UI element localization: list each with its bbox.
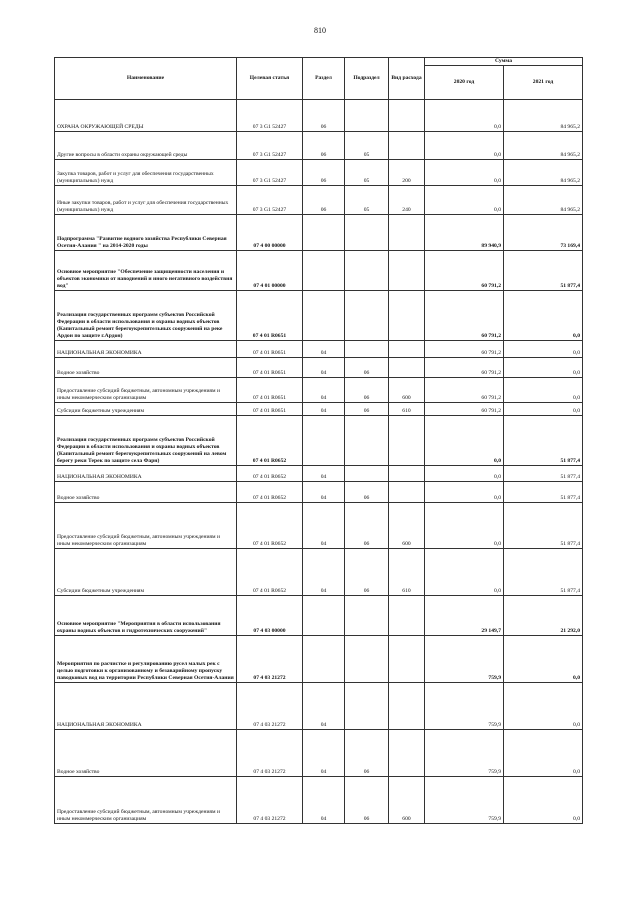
cell-section <box>303 215 345 251</box>
cell-section: 04 <box>303 730 345 777</box>
cell-target: 07 3 G1 52427 <box>237 100 303 132</box>
cell-y2020: 759,9 <box>425 777 504 824</box>
cell-section: 04 <box>303 378 345 403</box>
cell-expense-type <box>389 636 425 683</box>
cell-subsection <box>345 636 389 683</box>
cell-y2021: 51 877,4 <box>504 503 583 549</box>
cell-section <box>303 596 345 636</box>
cell-name: Субсидии бюджетным учреждениям <box>55 549 237 596</box>
header-name: Наименование <box>55 58 237 100</box>
cell-target: 07 4 03 21272 <box>237 636 303 683</box>
cell-name: Основное мероприятие "Обеспечение защищенности населения и объектов экономики от наводнений и иного негативного воздействия вод" <box>55 251 237 291</box>
cell-subsection: 05 <box>345 160 389 186</box>
cell-section: 04 <box>303 358 345 378</box>
cell-target: 07 4 01 R0651 <box>237 403 303 416</box>
cell-y2021: 84 965,2 <box>504 186 583 215</box>
table-row <box>55 160 583 186</box>
cell-y2020: 60 791,2 <box>425 358 504 378</box>
cell-y2020: 759,9 <box>425 636 504 683</box>
table-row <box>55 132 583 160</box>
cell-subsection: 06 <box>345 777 389 824</box>
cell-y2020: 60 791,2 <box>425 378 504 403</box>
cell-name: Водное хозяйство <box>55 358 237 378</box>
cell-section: 04 <box>303 683 345 730</box>
cell-expense-type: 600 <box>389 777 425 824</box>
cell-name: Водное хозяйство <box>55 730 237 777</box>
cell-target: 07 4 00 00000 <box>237 215 303 251</box>
cell-expense-type <box>389 683 425 730</box>
cell-y2020: 89 940,9 <box>425 215 504 251</box>
cell-name: Водное хозяйство <box>55 482 237 503</box>
cell-name: Подпрограмма "Развитие водного хозяйства Республики Северная Осетия-Алания " на 2014-2020 годы <box>55 215 237 251</box>
cell-target: 07 4 01 R0652 <box>237 482 303 503</box>
cell-target: 07 4 01 R0651 <box>237 291 303 341</box>
cell-y2020: 29 149,7 <box>425 596 504 636</box>
cell-target: 07 4 03 00000 <box>237 596 303 636</box>
cell-y2021: 0,0 <box>504 403 583 416</box>
table-row <box>55 341 583 358</box>
cell-subsection: 06 <box>345 482 389 503</box>
cell-name: Закупка товаров, работ и услуг для обеспечения государственных (муниципальных) нужд <box>55 160 237 186</box>
cell-y2020: 60 791,2 <box>425 341 504 358</box>
cell-y2021: 21 292,0 <box>504 596 583 636</box>
cell-target: 07 4 01 R0651 <box>237 341 303 358</box>
cell-expense-type <box>389 416 425 466</box>
cell-target: 07 3 G1 52427 <box>237 186 303 215</box>
cell-expense-type <box>389 358 425 378</box>
table-row <box>55 503 583 549</box>
cell-section: 06 <box>303 132 345 160</box>
cell-subsection <box>345 341 389 358</box>
cell-y2021: 84 965,2 <box>504 132 583 160</box>
table-row <box>55 777 583 824</box>
table-body <box>55 100 583 824</box>
cell-name: Предоставление субсидий бюджетным, автономным учреждениям и иным некоммерческим организациям <box>55 503 237 549</box>
cell-target: 07 3 G1 52427 <box>237 132 303 160</box>
cell-section: 04 <box>303 549 345 596</box>
cell-y2020: 60 791,2 <box>425 251 504 291</box>
cell-target: 07 4 03 21272 <box>237 730 303 777</box>
table-row <box>55 186 583 215</box>
cell-subsection: 06 <box>345 503 389 549</box>
cell-name: Предоставление субсидий бюджетным, автономным учреждениям и иным некоммерческим организациям <box>55 777 237 824</box>
table-row <box>55 291 583 341</box>
header-subsection: Подраздел <box>345 58 389 100</box>
cell-subsection: 06 <box>345 403 389 416</box>
cell-name: Другие вопросы в области охраны окружающей среды <box>55 132 237 160</box>
table-row <box>55 215 583 251</box>
table-row <box>55 358 583 378</box>
cell-target: 07 4 03 21272 <box>237 683 303 730</box>
table-row <box>55 378 583 403</box>
cell-subsection <box>345 100 389 132</box>
cell-section: 06 <box>303 100 345 132</box>
table-row <box>55 683 583 730</box>
cell-expense-type: 610 <box>389 403 425 416</box>
cell-name: Реализация государственных программ субъектов Российской Федерации в области использования и охраны водных объектов (Капитальный ремонт берегоукрепительных сооружений на левом берегу реки Терек по защите села Фарн) <box>55 416 237 466</box>
header-2020: 2020 год <box>425 66 504 100</box>
cell-expense-type <box>389 132 425 160</box>
cell-subsection <box>345 416 389 466</box>
cell-target: 07 4 03 21272 <box>237 777 303 824</box>
cell-y2021: 51 877,4 <box>504 549 583 596</box>
cell-y2021: 0,0 <box>504 341 583 358</box>
cell-name: Предоставление субсидий бюджетным, автономным учреждениям и иным некоммерческим организациям <box>55 378 237 403</box>
cell-expense-type: 600 <box>389 378 425 403</box>
header-sum: Сумма <box>425 58 583 66</box>
cell-subsection: 06 <box>345 378 389 403</box>
table-row <box>55 730 583 777</box>
cell-target: 07 4 01 R0652 <box>237 549 303 596</box>
cell-subsection <box>345 215 389 251</box>
cell-section: 04 <box>303 503 345 549</box>
cell-y2020: 0,0 <box>425 100 504 132</box>
cell-subsection <box>345 466 389 482</box>
cell-subsection: 06 <box>345 358 389 378</box>
cell-name: Иные закупки товаров, работ и услуг для обеспечения государственных (муниципальных) нужд <box>55 186 237 215</box>
cell-section: 04 <box>303 466 345 482</box>
cell-section: 04 <box>303 403 345 416</box>
cell-name: НАЦИОНАЛЬНАЯ ЭКОНОМИКА <box>55 683 237 730</box>
cell-expense-type: 610 <box>389 549 425 596</box>
cell-target: 07 4 01 R0652 <box>237 416 303 466</box>
cell-name: НАЦИОНАЛЬНАЯ ЭКОНОМИКА <box>55 466 237 482</box>
cell-y2021: 84 965,2 <box>504 100 583 132</box>
table-row <box>55 403 583 416</box>
cell-y2021: 0,0 <box>504 683 583 730</box>
cell-target: 07 4 01 00000 <box>237 251 303 291</box>
cell-expense-type <box>389 291 425 341</box>
cell-y2021: 51 877,4 <box>504 251 583 291</box>
cell-expense-type: 240 <box>389 186 425 215</box>
cell-section: 04 <box>303 341 345 358</box>
table-row <box>55 636 583 683</box>
cell-name: ОХРАНА ОКРУЖАЮЩЕЙ СРЕДЫ <box>55 100 237 132</box>
cell-y2021: 84 965,2 <box>504 160 583 186</box>
table-row <box>55 251 583 291</box>
cell-y2020: 759,9 <box>425 683 504 730</box>
cell-y2020: 60 791,2 <box>425 291 504 341</box>
cell-y2021: 0,0 <box>504 636 583 683</box>
cell-section: 06 <box>303 160 345 186</box>
cell-name: Субсидии бюджетным учреждениям <box>55 403 237 416</box>
table-row <box>55 416 583 466</box>
header-expense-type: Вид расхода <box>389 58 425 100</box>
cell-y2021: 51 877,4 <box>504 416 583 466</box>
cell-y2021: 51 877,4 <box>504 466 583 482</box>
cell-y2021: 0,0 <box>504 291 583 341</box>
cell-target: 07 4 01 R0651 <box>237 378 303 403</box>
cell-subsection: 05 <box>345 132 389 160</box>
cell-subsection <box>345 251 389 291</box>
table-row <box>55 100 583 132</box>
cell-target: 07 3 G1 52427 <box>237 160 303 186</box>
cell-subsection: 05 <box>345 186 389 215</box>
cell-expense-type <box>389 341 425 358</box>
cell-section: 06 <box>303 186 345 215</box>
cell-subsection <box>345 291 389 341</box>
cell-y2020: 0,0 <box>425 160 504 186</box>
cell-y2020: 60 791,2 <box>425 403 504 416</box>
cell-name: Мероприятия по расчистке и регулированию русел малых рек с целью подготовки к организованному и безаварийному пропуску паводковых вод на территории Республики Северная Осетия-Алания <box>55 636 237 683</box>
cell-y2020: 0,0 <box>425 186 504 215</box>
cell-y2021: 0,0 <box>504 777 583 824</box>
cell-subsection <box>345 596 389 636</box>
table-row <box>55 482 583 503</box>
cell-name: НАЦИОНАЛЬНАЯ ЭКОНОМИКА <box>55 341 237 358</box>
table-row <box>55 466 583 482</box>
cell-section: 04 <box>303 482 345 503</box>
budget-table <box>54 57 583 824</box>
cell-y2021: 0,0 <box>504 358 583 378</box>
table-row <box>55 596 583 636</box>
cell-expense-type <box>389 730 425 777</box>
cell-y2020: 0,0 <box>425 466 504 482</box>
cell-expense-type <box>389 466 425 482</box>
cell-section: 04 <box>303 777 345 824</box>
cell-expense-type <box>389 251 425 291</box>
cell-y2021: 0,0 <box>504 378 583 403</box>
cell-section <box>303 291 345 341</box>
header-2021: 2021 год <box>504 66 583 100</box>
cell-name: Реализация государственных программ субъектов Российской Федерации в области использования и охраны водных объектов (Капитальный ремонт берегоукрепительных сооружений на реке Ардон по защите г.Ардон) <box>55 291 237 341</box>
cell-expense-type: 200 <box>389 160 425 186</box>
cell-expense-type <box>389 596 425 636</box>
cell-y2021: 51 877,4 <box>504 482 583 503</box>
cell-section <box>303 251 345 291</box>
cell-target: 07 4 01 R0652 <box>237 503 303 549</box>
table-row <box>55 549 583 596</box>
cell-expense-type <box>389 482 425 503</box>
cell-y2021: 0,0 <box>504 730 583 777</box>
cell-expense-type <box>389 100 425 132</box>
cell-expense-type: 600 <box>389 503 425 549</box>
header-target: Целевая статья <box>237 58 303 100</box>
cell-subsection: 06 <box>345 549 389 596</box>
cell-name: Основное мероприятие "Мероприятия в области использования охраны водных объектов и гидротехнических сооружений" <box>55 596 237 636</box>
cell-target: 07 4 01 R0652 <box>237 466 303 482</box>
page-number: 810 <box>314 26 326 35</box>
cell-y2020: 759,9 <box>425 730 504 777</box>
cell-y2020: 0,0 <box>425 549 504 596</box>
cell-subsection: 06 <box>345 730 389 777</box>
cell-y2020: 0,0 <box>425 132 504 160</box>
header-section: Раздел <box>303 58 345 100</box>
cell-subsection <box>345 683 389 730</box>
cell-section <box>303 636 345 683</box>
cell-expense-type <box>389 215 425 251</box>
cell-y2020: 0,0 <box>425 416 504 466</box>
cell-target: 07 4 01 R0651 <box>237 358 303 378</box>
cell-y2021: 73 169,4 <box>504 215 583 251</box>
cell-section <box>303 416 345 466</box>
cell-y2020: 0,0 <box>425 503 504 549</box>
cell-y2020: 0,0 <box>425 482 504 503</box>
